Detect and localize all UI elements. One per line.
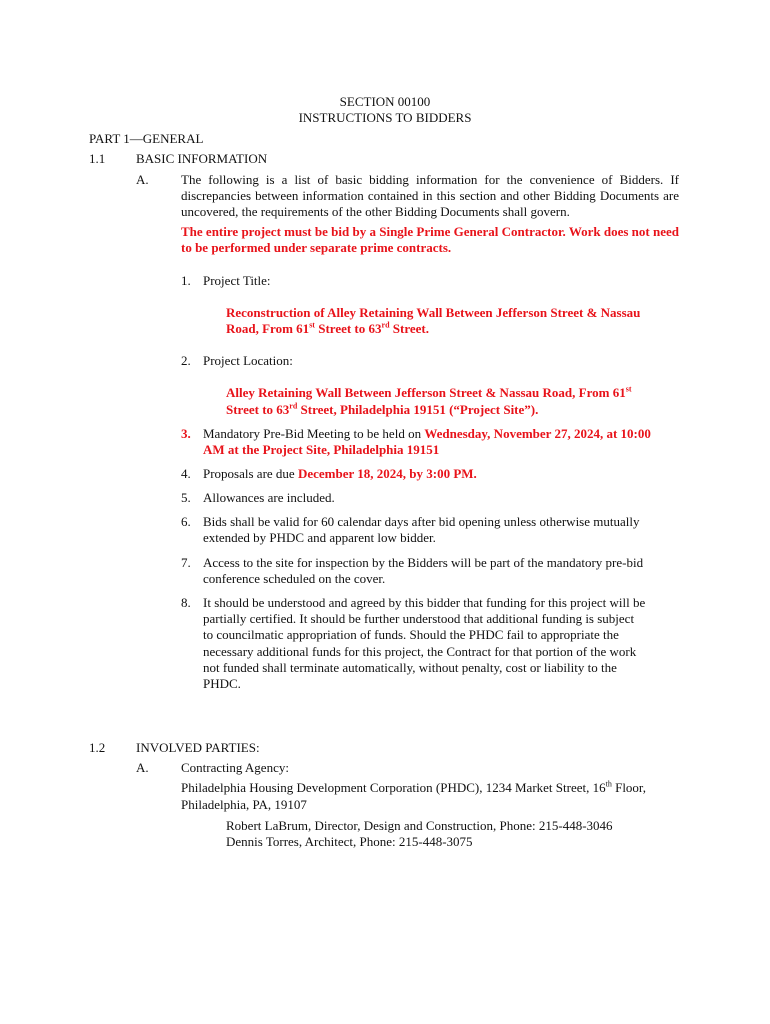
contact: Dennis Torres, Architect, Phone: 215-448-3075 [226, 834, 473, 849]
agency-label: Contracting Agency: [181, 760, 289, 775]
article-title: INVOLVED PARTIES: [136, 740, 260, 755]
project-location-value [226, 402, 538, 418]
due-date: December 18, 2024, by 3:00 PM. [297, 466, 477, 481]
item-text: Access to the site for inspection by the Bidders will be part of the mandatory pre-bid [203, 555, 644, 570]
item-text: conference scheduled on the cover. [203, 571, 386, 586]
item-number: 1. [181, 273, 191, 288]
text-run: Street, Philadelphia 19151 (“Project Site”). [297, 402, 539, 417]
superscript: st [625, 384, 632, 394]
article-title: BASIC INFORMATION [136, 151, 268, 166]
item-text: Bids shall be valid for 60 calendar days after bid opening unless otherwise mutually [203, 514, 640, 529]
text-run: Philadelphia Housing Development Corporation (PHDC), 1234 Market Street, 16 [181, 780, 606, 795]
agency-address: Philadelphia, PA, 19107 [181, 797, 307, 812]
text-run: Alley Retaining Wall Between Jefferson Street & Nassau Road, From 61 [226, 385, 626, 400]
item-number: 5. [181, 490, 191, 505]
paragraph-letter: A. [136, 172, 149, 187]
text-run: Road, From 61 [226, 321, 310, 336]
item-label: Project Location: [203, 353, 293, 368]
item-text: necessary additional funds for this project, the Contract for that portion of the work [203, 644, 637, 659]
section-number: SECTION 00100 [339, 94, 431, 109]
item-text: PHDC. [203, 676, 241, 691]
section-title: INSTRUCTIONS TO BIDDERS [298, 110, 472, 125]
text-run: Reconstruction of Alley Retaining Wall Between Jefferson Street & Nassau [226, 305, 641, 320]
paragraph-letter: A. [136, 760, 149, 775]
item-text: It should be understood and agreed by this bidder that funding for this project will be [203, 595, 646, 610]
item-number: 3. [181, 426, 191, 441]
item-number: 6. [181, 514, 191, 529]
superscript: rd [381, 320, 390, 330]
item-text: Allowances are included. [203, 490, 335, 505]
item-text: to councilmatic appropriation of funds. Should the PHDC fail to appropriate the [203, 627, 619, 642]
project-title-value [226, 305, 640, 321]
article-number: 1.1 [89, 151, 106, 166]
meeting-location: AM at the Project Site, Philadelphia 19151 [203, 442, 440, 457]
text-run: Street to 63 [226, 402, 290, 417]
text-run: Street to 63 [314, 321, 382, 336]
project-location-value [226, 385, 632, 401]
part-title: PART 1—GENERAL [89, 131, 204, 146]
item-label: Project Title: [203, 273, 271, 288]
article-number: 1.2 [89, 740, 106, 755]
text-run: Floor, [611, 780, 646, 795]
agency-address [181, 780, 646, 796]
text-run: Street. [389, 321, 429, 336]
paragraph-emphasis: The entire project must be bid by a Single Prime General Contractor. Work does not need to be performed under separate prime contracts. [181, 224, 679, 255]
item-text: partially certified. It should be further understood that additional funding is subject [203, 611, 635, 626]
item-number: 8. [181, 595, 191, 610]
project-title-value [226, 321, 429, 337]
superscript: th [605, 779, 612, 789]
pre-bid-meeting [203, 426, 651, 442]
text-run: Proposals are due [203, 466, 298, 481]
item-number: 7. [181, 555, 191, 570]
item-text: extended by PHDC and apparent low bidder. [203, 530, 436, 545]
text-run: Mandatory Pre-Bid Meeting to be held on [203, 426, 425, 441]
item-text: not funded shall terminate automatically, without penalty, cost or liability to the [203, 660, 617, 675]
contact: Robert LaBrum, Director, Design and Construction, Phone: 215-448-3046 [226, 818, 613, 833]
meeting-date: Wednesday, November 27, 2024, at 10:00 [424, 426, 651, 441]
superscript: rd [289, 401, 298, 411]
item-number: 4. [181, 466, 191, 481]
proposal-due [203, 466, 477, 482]
item-number: 2. [181, 353, 191, 368]
paragraph-text: The following is a list of basic bidding information for the convenience of Bidders. If discrepancies between information contained in this section and other Bidding Documents are uncovered, the requirements of the other Bidding Documents shall govern. [181, 172, 679, 219]
superscript: st [309, 320, 315, 330]
